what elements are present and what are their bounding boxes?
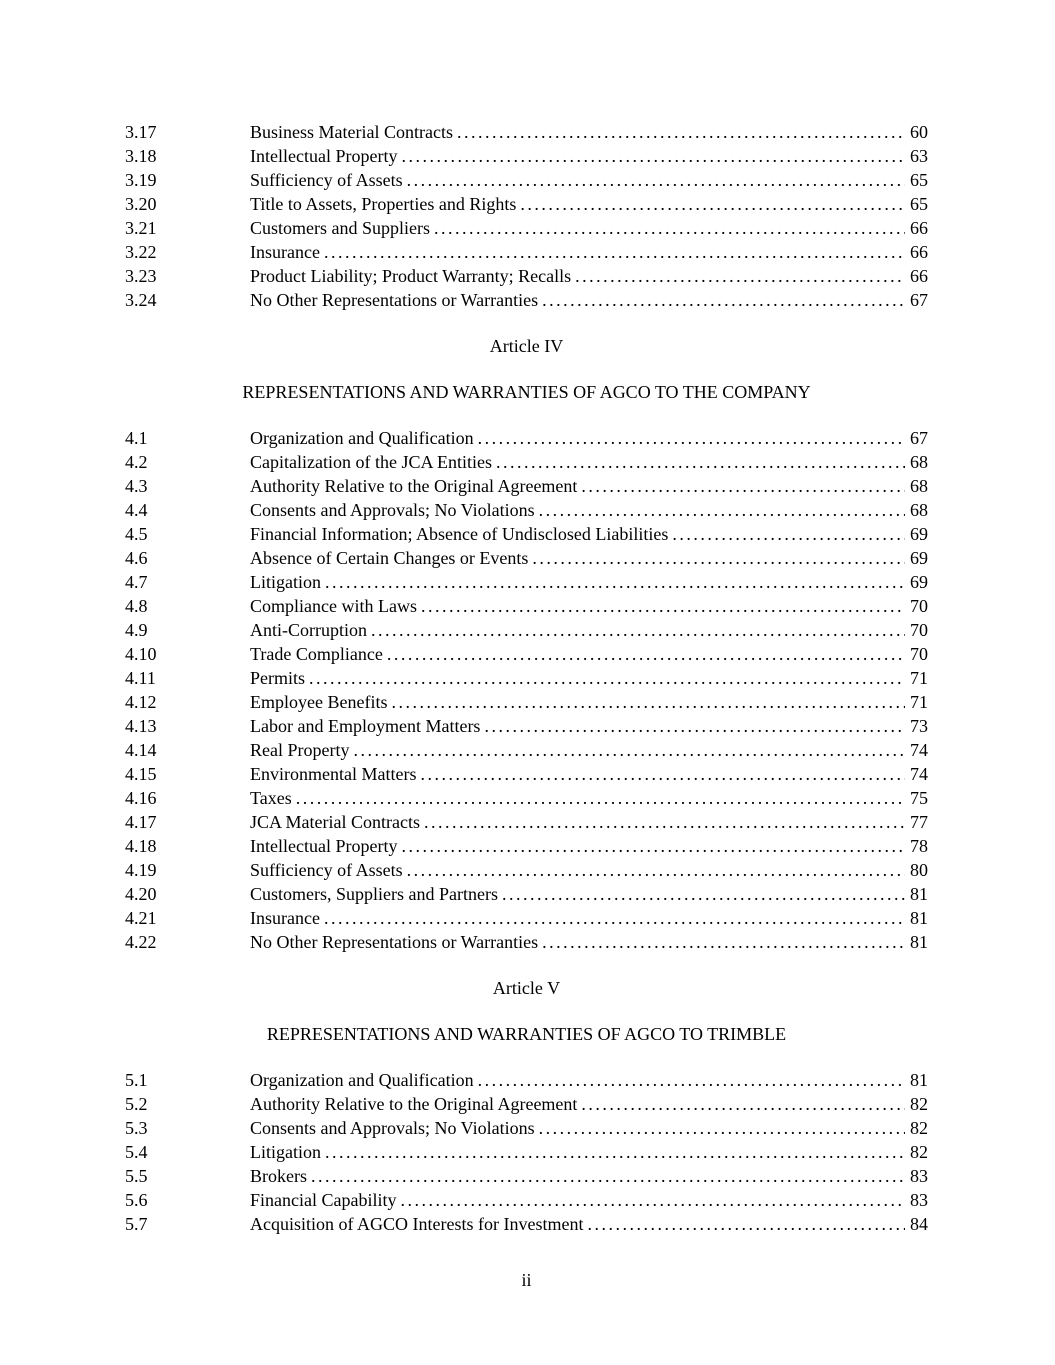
article-v-title: REPRESENTATIONS AND WARRANTIES OF AGCO TO TRIMBLE	[266, 1024, 787, 1044]
toc-entry	[125, 1116, 928, 1140]
toc-entry-number: 4.3	[125, 476, 148, 496]
toc-entries-article-5	[125, 1068, 928, 1236]
dot-leader	[403, 168, 905, 192]
toc-entry-title: Authority Relative to the Original Agreement	[250, 476, 578, 496]
toc-entry-page: 82	[910, 1118, 928, 1138]
dot-leader	[307, 1164, 905, 1188]
toc-entry	[125, 762, 928, 786]
toc-entry-title: Litigation	[250, 1142, 321, 1162]
toc-entry-page: 66	[910, 218, 928, 238]
dot-leader	[292, 786, 905, 810]
toc-entry	[125, 192, 928, 216]
toc-entry-page: 70	[910, 620, 928, 640]
toc-entry	[125, 810, 928, 834]
dot-leader	[453, 120, 905, 144]
article-iv-heading: Article IV	[489, 336, 564, 356]
toc-entry-number: 3.19	[125, 170, 157, 190]
toc-entry-page: 84	[910, 1214, 928, 1234]
toc-entry-number: 3.21	[125, 218, 157, 238]
toc-entry-title: Capitalization of the JCA Entities	[250, 452, 492, 472]
toc-entry-page: 69	[910, 548, 928, 568]
toc-entry-page: 80	[910, 860, 928, 880]
toc-entry	[125, 882, 928, 906]
toc-entry-title: Employee Benefits	[250, 692, 388, 712]
toc-entry	[125, 168, 928, 192]
toc-entry-number: 4.19	[125, 860, 157, 880]
article-v-heading: Article V	[492, 978, 561, 998]
toc-entry-number: 3.20	[125, 194, 157, 214]
dot-leader	[492, 450, 905, 474]
toc-entry	[125, 738, 928, 762]
toc-entry-number: 3.17	[125, 122, 157, 142]
toc-entry-number: 3.24	[125, 290, 157, 310]
toc-entry-page: 81	[910, 884, 928, 904]
toc-entry-number: 4.2	[125, 452, 148, 472]
toc-entry	[125, 714, 928, 738]
toc-entry-title: Environmental Matters	[250, 764, 417, 784]
toc-entry-title: Consents and Approvals; No Violations	[250, 500, 535, 520]
toc-entry-title: Organization and Qualification	[250, 428, 474, 448]
toc-entry-number: 4.6	[125, 548, 148, 568]
toc-entries-article-4	[125, 426, 928, 954]
toc-entry-page: 69	[910, 572, 928, 592]
toc-entry-number: 4.4	[125, 500, 148, 520]
toc-entry-title: JCA Material Contracts	[250, 812, 420, 832]
dot-leader	[397, 834, 905, 858]
toc-entry-title: Sufficiency of Assets	[250, 170, 403, 190]
toc-entry	[125, 216, 928, 240]
dot-leader	[583, 1212, 905, 1236]
dot-leader	[397, 144, 905, 168]
toc-entry	[125, 594, 928, 618]
dot-leader	[387, 690, 905, 714]
toc-entry	[125, 240, 928, 264]
toc-entry-number: 4.7	[125, 572, 148, 592]
toc-entry-title: Title to Assets, Properties and Rights	[250, 194, 517, 214]
dot-leader	[668, 522, 905, 546]
toc-entry-title: Customers and Suppliers	[250, 218, 430, 238]
dot-leader	[430, 216, 905, 240]
toc-entry	[125, 834, 928, 858]
toc-entry-number: 4.10	[125, 644, 157, 664]
toc-entry-page: 66	[910, 266, 928, 286]
toc-entry-title: Acquisition of AGCO Interests for Investment	[250, 1214, 584, 1234]
toc-entry-title: Financial Information; Absence of Undisclosed Liabilities	[250, 524, 669, 544]
toc-entry-number: 4.12	[125, 692, 157, 712]
toc-entry-number: 4.5	[125, 524, 148, 544]
dot-leader	[577, 1092, 905, 1116]
dot-leader	[321, 1140, 905, 1164]
toc-entry-page: 73	[910, 716, 928, 736]
toc-entry-number: 4.21	[125, 908, 157, 928]
toc-entry-title: Labor and Employment Matters	[250, 716, 481, 736]
toc-entry-page: 71	[910, 668, 928, 688]
toc-entry-number: 4.15	[125, 764, 157, 784]
toc-entry	[125, 474, 928, 498]
dot-leader	[420, 810, 905, 834]
dot-leader	[498, 882, 905, 906]
dot-leader	[349, 738, 905, 762]
toc-entry-number: 4.13	[125, 716, 157, 736]
toc-entry-number: 3.22	[125, 242, 157, 262]
toc-entry	[125, 546, 928, 570]
toc-entry-title: Financial Capability	[250, 1190, 397, 1210]
toc-entry	[125, 786, 928, 810]
dot-leader	[417, 594, 905, 618]
toc-entry-page: 82	[910, 1142, 928, 1162]
toc-entry-number: 4.11	[125, 668, 156, 688]
toc-entry-title: Anti-Corruption	[250, 620, 367, 640]
toc-entry-page: 78	[910, 836, 928, 856]
toc-entry	[125, 522, 928, 546]
toc-entry-title: Customers, Suppliers and Partners	[250, 884, 498, 904]
dot-leader	[416, 762, 905, 786]
toc-entry-number: 4.18	[125, 836, 157, 856]
toc-entry-page: 74	[910, 764, 928, 784]
toc-entry	[125, 690, 928, 714]
toc-entry-title: Authority Relative to the Original Agreement	[250, 1094, 578, 1114]
toc-entry	[125, 1212, 928, 1236]
page-number-footer: ii	[521, 1270, 532, 1290]
toc-entry-title: Real Property	[250, 740, 350, 760]
toc-entry-page: 66	[910, 242, 928, 262]
dot-leader	[480, 714, 905, 738]
dot-leader	[383, 642, 905, 666]
toc-entry-title: Compliance with Laws	[250, 596, 417, 616]
toc-entry	[125, 858, 928, 882]
toc-entry-page: 69	[910, 524, 928, 544]
toc-entry-title: Trade Compliance	[250, 644, 383, 664]
dot-leader	[528, 546, 905, 570]
toc-entry	[125, 426, 928, 450]
toc-entry-number: 4.9	[125, 620, 148, 640]
toc-entry	[125, 1068, 928, 1092]
toc-entry-number: 4.14	[125, 740, 157, 760]
toc-entry	[125, 1140, 928, 1164]
toc-entry-page: 67	[910, 428, 928, 448]
toc-entries-article-3	[125, 120, 928, 312]
toc-entry-page: 74	[910, 740, 928, 760]
toc-entry-page: 81	[910, 932, 928, 952]
toc-entry	[125, 618, 928, 642]
toc-entry	[125, 144, 928, 168]
toc-entry	[125, 450, 928, 474]
toc-entry-title: Litigation	[250, 572, 321, 592]
toc-entry-title: Organization and Qualification	[250, 1070, 474, 1090]
dot-leader	[403, 858, 905, 882]
toc-entry-number: 5.7	[125, 1214, 148, 1234]
toc-entry	[125, 288, 928, 312]
toc-entry-number: 4.16	[125, 788, 157, 808]
dot-leader	[538, 288, 905, 312]
dot-leader	[474, 426, 905, 450]
dot-leader	[305, 666, 905, 690]
toc-entry-page: 75	[910, 788, 928, 808]
toc-entry	[125, 498, 928, 522]
toc-entry-number: 5.2	[125, 1094, 148, 1114]
toc-entry-title: Product Liability; Product Warranty; Recalls	[250, 266, 572, 286]
toc-entry-number: 3.18	[125, 146, 157, 166]
toc-entry	[125, 666, 928, 690]
toc-entry-number: 4.1	[125, 428, 148, 448]
toc-entry-page: 68	[910, 452, 928, 472]
toc-entry-page: 63	[910, 146, 928, 166]
toc-entry-page: 60	[910, 122, 928, 142]
toc-entry-page: 65	[910, 194, 928, 214]
toc-entry-title: No Other Representations or Warranties	[250, 290, 539, 310]
dot-leader	[396, 1188, 905, 1212]
dot-leader	[571, 264, 905, 288]
toc-entry	[125, 1092, 928, 1116]
toc-entry-title: Sufficiency of Assets	[250, 860, 403, 880]
toc-entry	[125, 120, 928, 144]
toc-entry-number: 5.3	[125, 1118, 148, 1138]
toc-entry	[125, 570, 928, 594]
toc-entry-page: 83	[910, 1166, 928, 1186]
toc-entry	[125, 642, 928, 666]
toc-entry-title: Insurance	[250, 908, 320, 928]
dot-leader	[367, 618, 905, 642]
toc-entry	[125, 1188, 928, 1212]
toc-entry	[125, 264, 928, 288]
toc-entry-title: Insurance	[250, 242, 320, 262]
dot-leader	[538, 930, 905, 954]
toc-entry-number: 5.6	[125, 1190, 148, 1210]
dot-leader	[320, 240, 905, 264]
toc-entry-number: 4.20	[125, 884, 157, 904]
toc-entry-page: 81	[910, 1070, 928, 1090]
toc-entry-number: 5.4	[125, 1142, 148, 1162]
toc-entry-number: 4.8	[125, 596, 148, 616]
toc-entry-page: 68	[910, 476, 928, 496]
dot-leader	[474, 1068, 905, 1092]
toc-entry-number: 4.17	[125, 812, 157, 832]
toc-entry-number: 3.23	[125, 266, 157, 286]
dot-leader	[535, 1116, 905, 1140]
toc-entry-title: Consents and Approvals; No Violations	[250, 1118, 535, 1138]
toc-entry-title: Taxes	[250, 788, 292, 808]
dot-leader	[516, 192, 905, 216]
toc-entry-page: 83	[910, 1190, 928, 1210]
toc-entry-page: 81	[910, 908, 928, 928]
toc-entry-title: Brokers	[250, 1166, 307, 1186]
toc-entry-title: Intellectual Property	[250, 836, 398, 856]
toc-entry-page: 67	[910, 290, 928, 310]
toc-entry-page: 71	[910, 692, 928, 712]
toc-entry-page: 70	[910, 644, 928, 664]
dot-leader	[535, 498, 905, 522]
toc-entry-page: 65	[910, 170, 928, 190]
article-iv-title: REPRESENTATIONS AND WARRANTIES OF AGCO TO THE COMPANY	[242, 382, 811, 402]
dot-leader	[321, 570, 905, 594]
toc-entry-title: Business Material Contracts	[250, 122, 453, 142]
toc-entry	[125, 906, 928, 930]
toc-entry	[125, 1164, 928, 1188]
toc-entry-number: 4.22	[125, 932, 157, 952]
toc-entry-page: 70	[910, 596, 928, 616]
toc-entry-title: Intellectual Property	[250, 146, 398, 166]
toc-entry-number: 5.1	[125, 1070, 148, 1090]
toc-entry-number: 5.5	[125, 1166, 148, 1186]
toc-entry	[125, 930, 928, 954]
toc-entry-title: No Other Representations or Warranties	[250, 932, 539, 952]
toc-entry-title: Absence of Certain Changes or Events	[250, 548, 529, 568]
toc-entry-title: Permits	[250, 668, 306, 688]
dot-leader	[577, 474, 905, 498]
toc-entry-page: 82	[910, 1094, 928, 1114]
dot-leader	[320, 906, 905, 930]
toc-entry-page: 77	[910, 812, 928, 832]
toc-entry-page: 68	[910, 500, 928, 520]
